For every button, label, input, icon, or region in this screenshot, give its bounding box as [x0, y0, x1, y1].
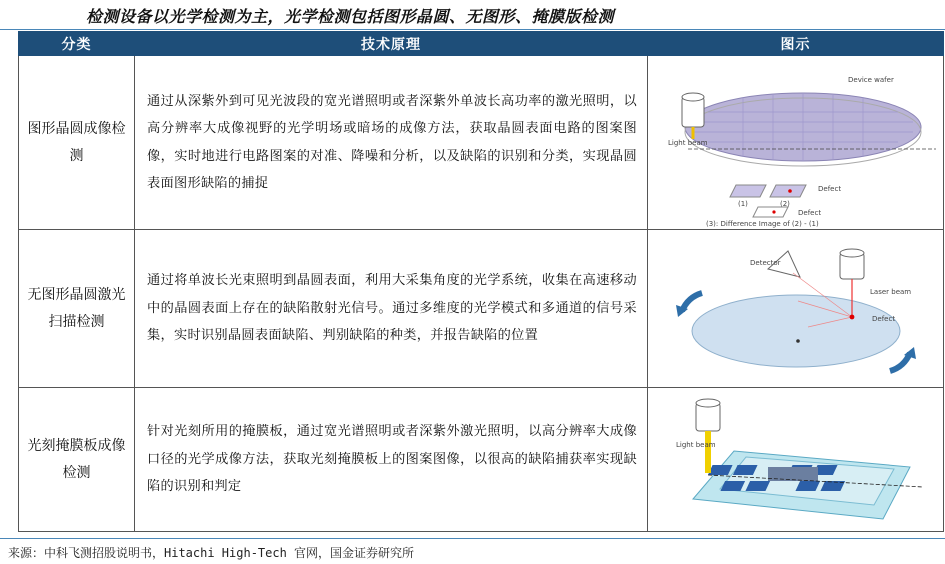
bottom-divider	[0, 538, 945, 539]
principle-cell: 针对光刻所用的掩膜板，通过宽光谱照明或者深紫外激光照明，以高分辨率大成像口径的光学成像方法，获取光刻掩膜板上的图案图像，以很高的缺陷捕获率实现缺陷的识别和判定	[135, 388, 648, 532]
unpatterned-wafer-illustration	[648, 231, 944, 387]
detection-table	[18, 31, 944, 532]
principle-cell: 通过从深紫外到可见光波段的宽光谱照明或者深紫外单波长高功率的激光照明，以高分辨率大成像视野的光学明场或暗场的成像方法，获取晶圆表面电路的图案图像，实时地进行电路图案的对准、降噪和分析，以及缺陷的识别和分类，实现晶圆表面图形缺陷的捕捉	[135, 56, 648, 230]
header-principle: 技术原理	[135, 32, 648, 56]
category-cell: 图形晶圆成像检测	[19, 56, 135, 230]
device-wafer-label: Device wafer	[848, 75, 894, 84]
table-header-row	[19, 32, 944, 56]
figure-cell	[648, 388, 944, 532]
detector-label: Detector	[750, 258, 781, 267]
page-title: 检测设备以光学检测为主，光学检测包括图形晶圆、无图形、掩膜版检测	[86, 7, 615, 26]
table-row	[19, 388, 944, 532]
category-cell: 光刻掩膜板成像检测	[19, 388, 135, 532]
top-divider	[0, 29, 945, 30]
source-note: 来源：中科飞测招股说明书，Hitachi High-Tech 官网，国金证券研究所	[8, 546, 415, 560]
category-cell: 无图形晶圆激光扫描检测	[19, 230, 135, 388]
defect-label-2: Defect	[798, 208, 822, 217]
light-beam-label: Light beam	[668, 138, 708, 147]
defect-label-1: Defect	[818, 184, 842, 193]
figure-cell	[648, 56, 944, 230]
header-category: 分类	[19, 32, 135, 56]
principle-cell: 通过将单波长光束照明到晶圆表面，利用大采集角度的光学系统，收集在高速移动中的晶圆表面上存在的缺陷散射光信号。通过多维度的光学模式和多通道的信号采集，实时识别晶圆表面缺陷、判别缺陷的种类，并报告缺陷的位置	[135, 230, 648, 388]
header-figure: 图示	[648, 32, 944, 56]
difference-image-label: (3): Difference Image of (2) - (1)	[706, 219, 819, 228]
table-row	[19, 230, 944, 388]
light-beam-label: Light beam	[676, 440, 716, 449]
image-1-label: (1)	[738, 199, 748, 208]
patterned-wafer-illustration	[648, 57, 944, 229]
laser-beam-label: Laser beam	[870, 287, 912, 296]
defect-label: Defect	[872, 314, 896, 323]
figure-cell	[648, 230, 944, 388]
image-2-label: (2)	[780, 199, 790, 208]
table-row	[19, 56, 944, 230]
photomask-illustration	[648, 389, 944, 531]
